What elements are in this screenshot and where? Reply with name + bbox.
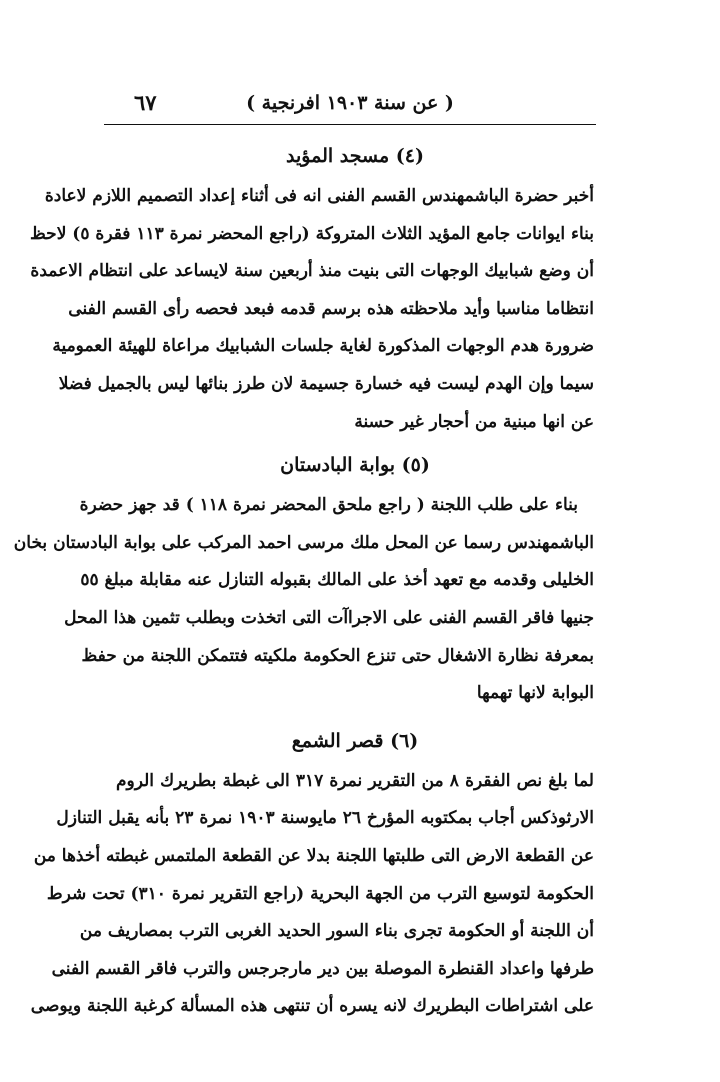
text-line: على اشتراطات البطريرك لانه يسره أن تنتهى هذه المسألة كرغبة اللجنة ويوصى (30, 996, 594, 1017)
text-line: عن انها مبنية من أحجار غير حسنة (354, 411, 594, 432)
text-line: انتظاما مناسبا وأيد ملاحظته هذه برسم قدمه فبعد فحصه رأى القسم الفنى (68, 298, 594, 319)
section-heading: (٦) قصر الشمع (291, 729, 419, 752)
text-line: أن وضع شبابيك الوجهات التى بنيت منذ أربعين سنة لايساعد على انتظام الاعمدة (30, 261, 594, 282)
text-line: لما بلغ نص الفقرة ٨ من التقرير نمرة ٣١٧ الى غبطة بطريرك الروم (116, 770, 594, 791)
section-heading: (٥) بوابة البادستان (280, 454, 430, 477)
text-line: الخليلى وقدمه مع تعهد أخذ على المالك بقبوله التنازل عنه مقابلة مبلغ ٥٥ (80, 570, 594, 591)
text-line: ضرورة هدم الوجهات المذكورة لغاية جلسات الشبابيك مراعاة للهيئة العمومية (52, 336, 594, 357)
text-line: أخبر حضرة الباشمهندس القسم الفنى انه فى أثناء إعداد التصميم اللازم لاعادة (44, 186, 594, 206)
page-number: ٦٧ (134, 90, 157, 115)
running-head (108, 88, 592, 118)
text-line: الباشمهندس رسما عن المحل ملك مرسى احمد المركب على بوابة البادستان بخان (13, 532, 594, 553)
paragraph (30, 178, 594, 441)
text-line: عن القطعة الارض التى طلبتها اللجنة بدلا عن القطعة الملتمس غبطته أخذها من (33, 845, 594, 866)
text-line: البوابة لانها تهمها (476, 683, 594, 704)
text-line: الارثوذكس أجاب بمكتوبه المؤرخ ٢٦ مايوسنة ١٩٠٣ نمرة ٢٣ بأنه يقبل التنازل (56, 808, 594, 829)
spacer (116, 441, 594, 449)
section-badestan-gate (13, 449, 594, 713)
text-line: بناء على طلب اللجنة ( راجع ملحق المحضر نمرة ١١٨ ) قد جهز حضرة (79, 495, 578, 516)
text-line: بمعرفة نظارة الاشغال حتى تنزع الحكومة ملكيته فتتمكن اللجنة من حفظ (81, 645, 594, 666)
section-muayyad-mosque (30, 140, 594, 441)
text-line: أن اللجنة أو الحكومة تجرى بناء السور الحديد الغربى الترب بمصاريف من (79, 921, 594, 942)
text-line: طرفها واعداد القنطرة الموصلة بين دير مارجرجس والترب فاقر القسم الفنى (51, 958, 594, 979)
text-line: الحكومة لتوسيع الترب من الجهة البحرية (راجع التقرير نمرة ٣١٠) تحت شرط (46, 883, 594, 904)
section-qasr-al-shamaa (30, 725, 594, 1026)
spacer (116, 713, 594, 725)
section-heading: (٤) مسجد المؤيد (286, 145, 424, 167)
paragraph (13, 487, 594, 713)
page-content (13, 140, 594, 1026)
text-line: جنيها فاقر القسم الفنى على الاجراآت التى اتخذت وبطلب تثمين هذا المحل (64, 607, 594, 628)
running-title: ( عن سنة ١٩٠٣ افرنجية ) (246, 92, 454, 114)
header-rule (104, 124, 596, 125)
paragraph (30, 763, 594, 1026)
text-line: بناء ايوانات جامع المؤيد الثلاث المتروكة (راجع المحضر نمرة ١١٣ فقرة ٥) لاحظ (30, 223, 594, 244)
text-line: سيما وإن الهدم ليست فيه خسارة جسيمة لان طرز بنائها ليس بالجميل فضلا (58, 373, 594, 394)
